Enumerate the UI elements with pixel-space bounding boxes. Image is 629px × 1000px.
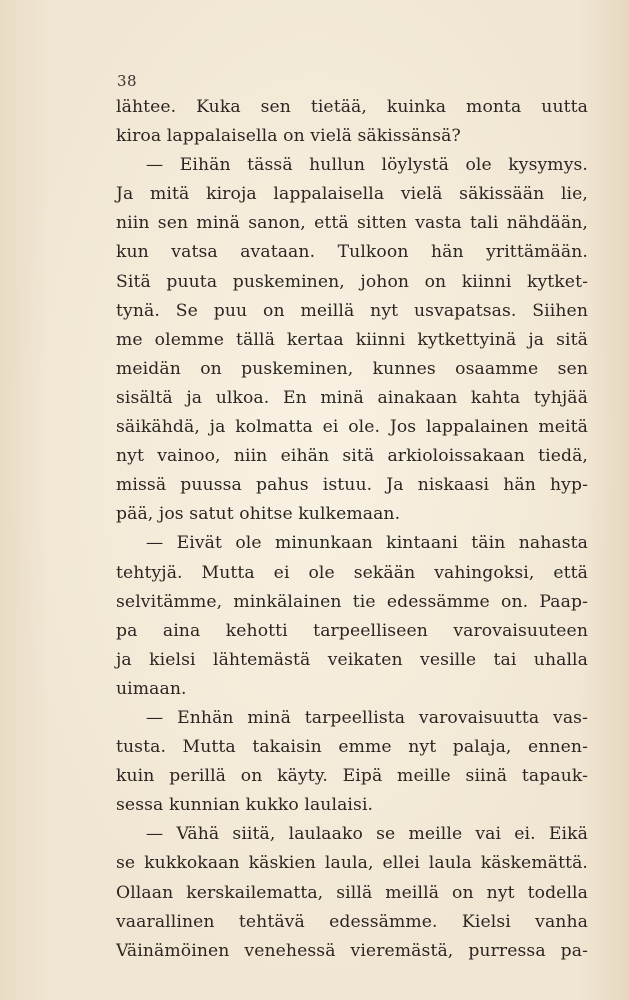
text-line: me olemme tällä kertaa kiinni kytkettyinä ja sitä (116, 329, 588, 350)
text-line: tehtyjä. Mutta ei ole sekään vahingoksi, että (116, 562, 588, 583)
text-line: säikähdä, ja kolmatta ei ole. Jos lappalainen meitä (116, 417, 588, 438)
text-line: missä puussa pahus istuu. Ja niskaasi hän hyp- (116, 475, 588, 496)
text-line: pa aina kehotti tarpeelliseen varovaisuuteen (116, 620, 588, 641)
text-line: selvitämme, minkälainen tie edessämme on. Paap- (116, 591, 588, 612)
text-line: vaarallinen tehtävä edessämme. Kielsi vanha (116, 911, 588, 932)
text-line: meidän on puskeminen, kunnes osaamme sen (116, 358, 588, 379)
text-line: lähtee. Kuka sen tietää, kuinka monta uutta (116, 97, 588, 117)
text-line: niin sen minä sanon, että sitten vasta tali nähdään, (116, 213, 588, 234)
text-line: ja kielsi lähtemästä veikaten vesille tai uhalla (116, 649, 588, 670)
text-line: Ja mitä kiroja lappalaisella vielä säkissään lie, (116, 184, 588, 205)
text-line: sessa kunnian kukko laulaisi. (116, 795, 374, 816)
text-line: pää, jos satut ohitse kulkemaan. (116, 504, 401, 525)
text-line: se kukkokaan käskien laula, ellei laula käskemättä. (116, 853, 588, 874)
text-line: kiroa lappalaisella on vielä säkissänsä? (116, 126, 461, 147)
text-line: kuin perillä on käyty. Eipä meille siinä tapauk- (116, 766, 588, 787)
text-line: nyt vainoo, niin eihän sitä arkioloissakaan tiedä, (116, 446, 588, 467)
text-line: tusta. Mutta takaisin emme nyt palaja, ennen- (116, 737, 588, 758)
page-number: 38 (117, 72, 138, 90)
text-line: — Eihän tässä hullun löylystä ole kysymys. (146, 155, 588, 176)
text-line: tynä. Se puu on meillä nyt usvapatsas. Siihen (116, 300, 588, 321)
text-line: kun vatsa avataan. Tulkoon hän yrittämään. (116, 242, 588, 263)
text-line: — Enhän minä tarpeellista varovaisuutta vas- (146, 707, 588, 728)
body-text (116, 93, 588, 966)
text-line: uimaan. (116, 678, 187, 699)
text-line: Sitä puuta puskeminen, johon on kiinni kytket- (116, 271, 588, 292)
text-line: Ollaan kerskailematta, sillä meillä on nyt todella (116, 882, 588, 903)
text-line: sisältä ja ulkoa. En minä ainakaan kahta tyhjää (116, 387, 588, 408)
text-line: — Vähä siitä, laulaako se meille vai ei. Eikä (146, 824, 588, 845)
text-line: — Eivät ole minunkaan kintaani täin nahasta (146, 533, 588, 554)
text-line: Väinämöinen venehessä vieremästä, purressa pa- (116, 940, 588, 961)
